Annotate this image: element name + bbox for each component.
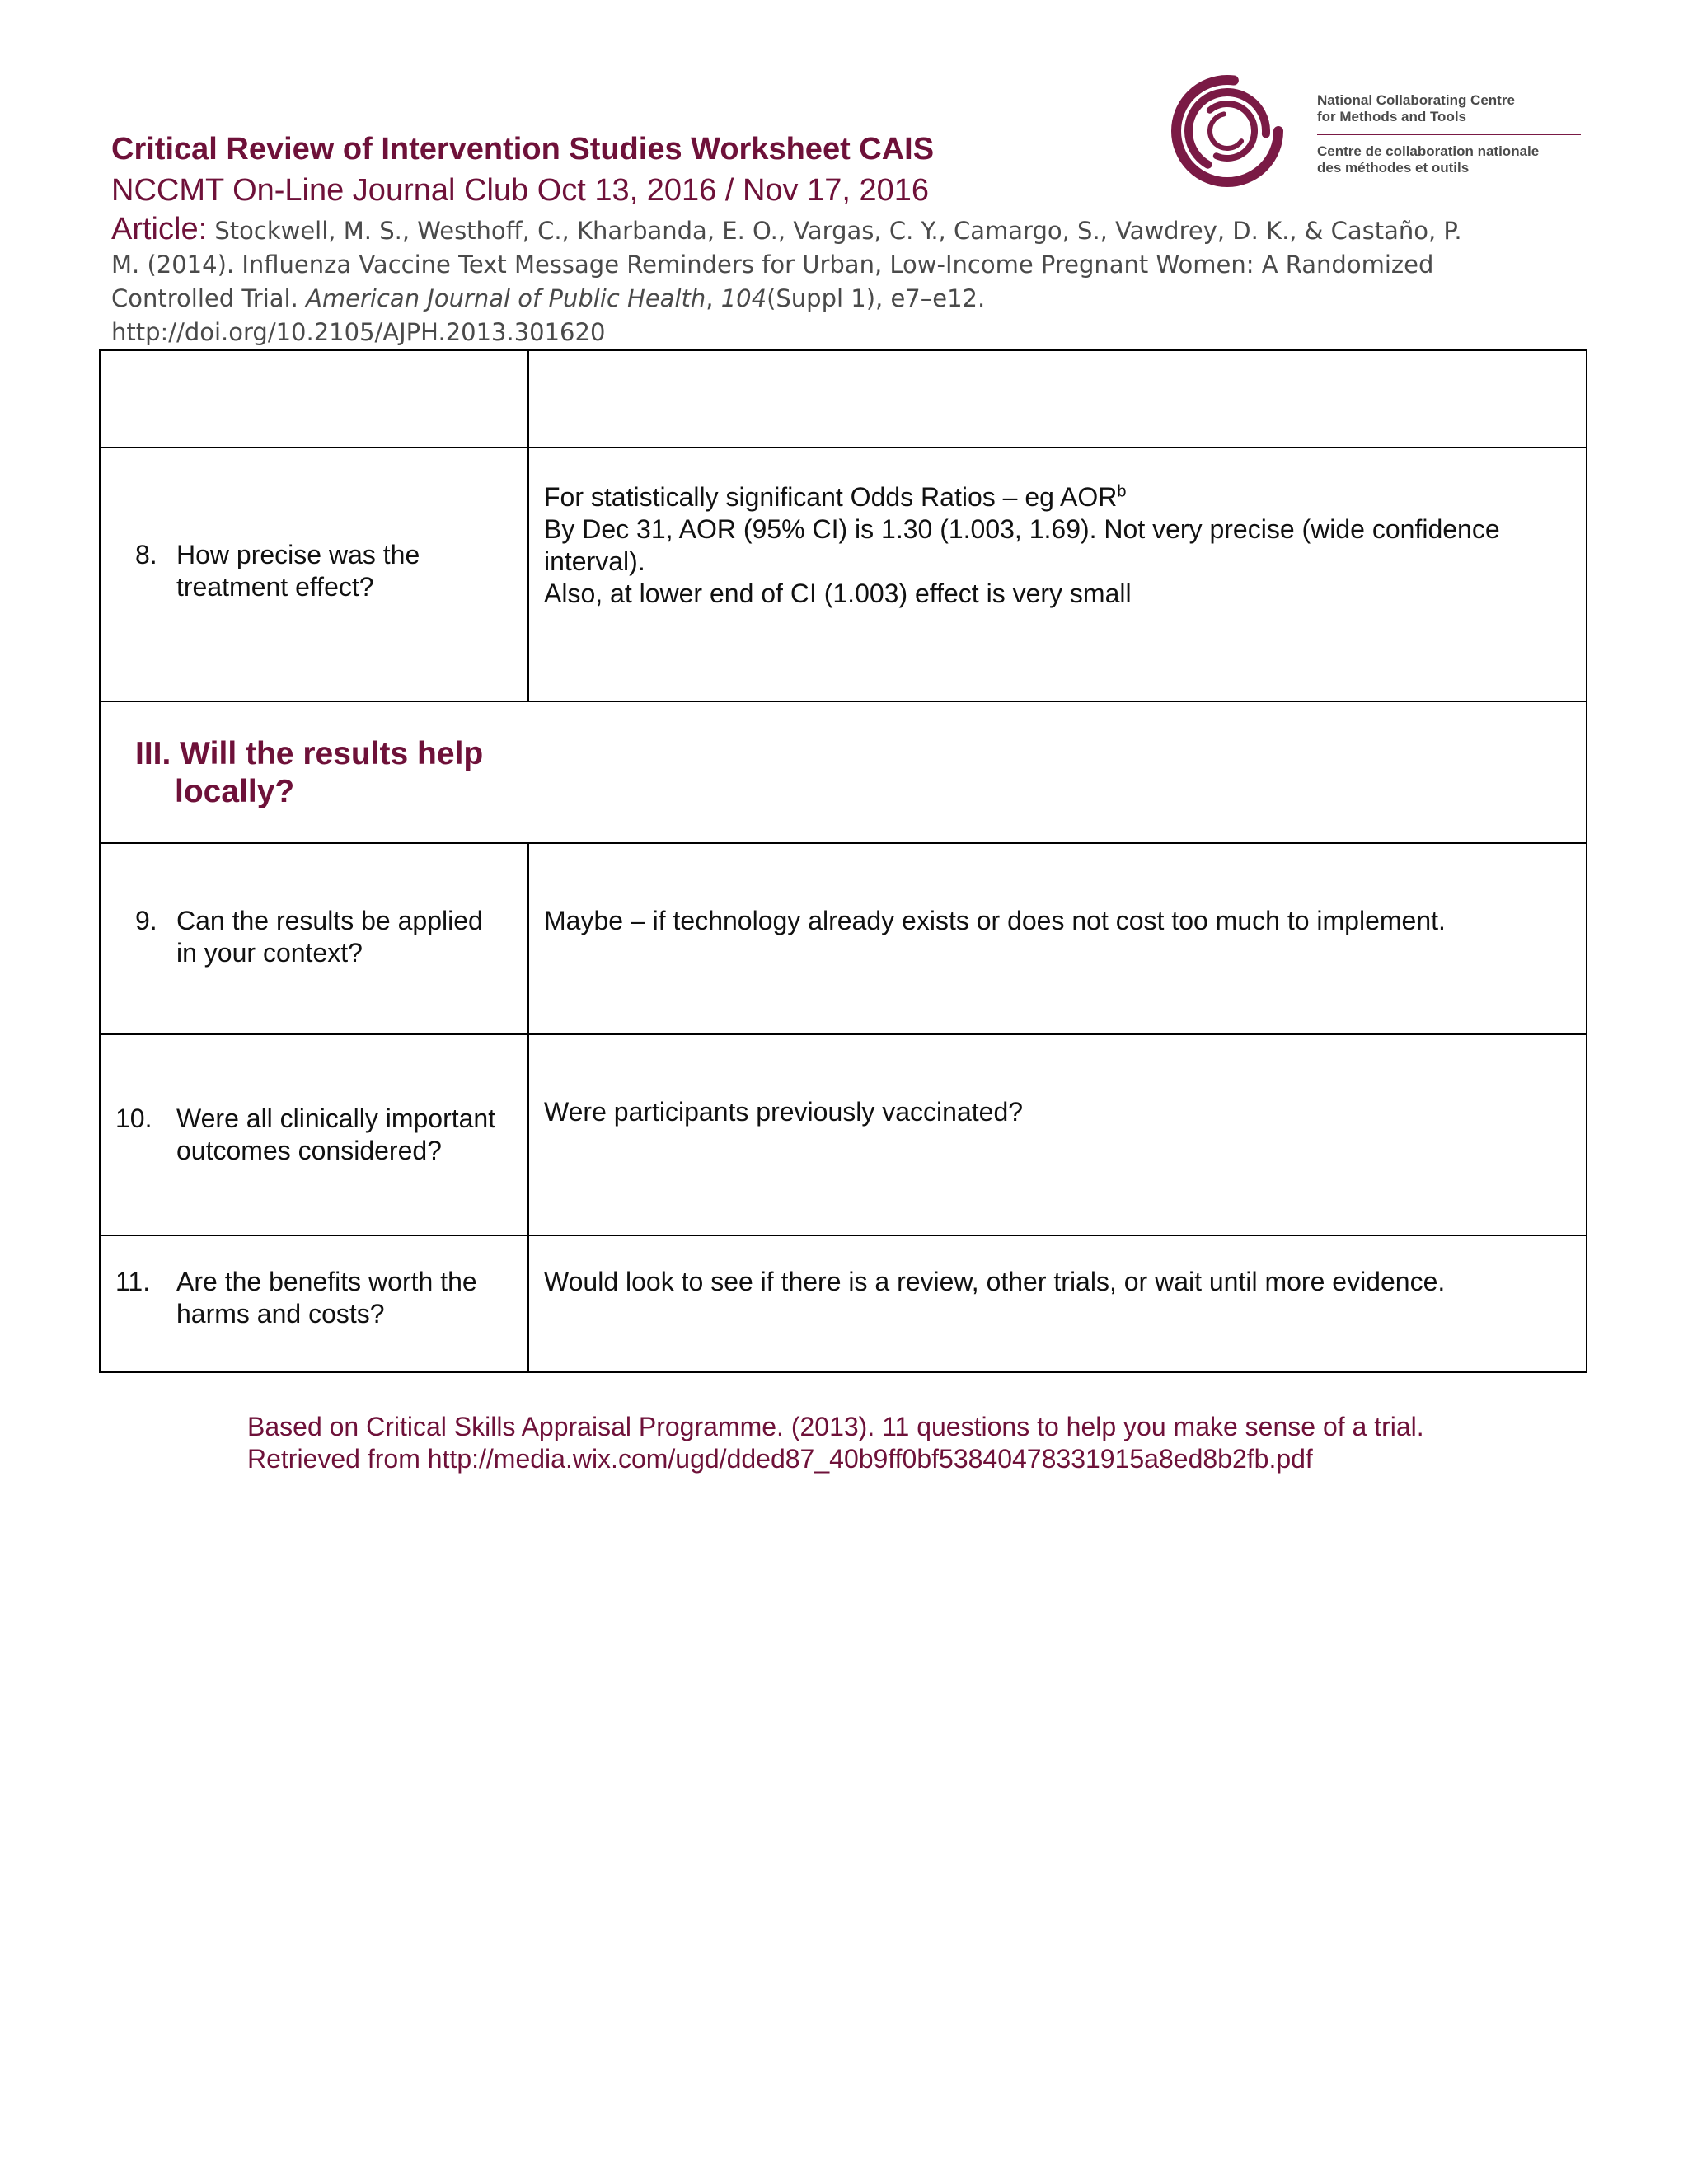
question-text: How precise was the <box>176 540 420 569</box>
table-row-q8 <box>100 448 1587 701</box>
worksheet-title: Critical Review of Intervention Studies Worksheet CAIS <box>111 132 935 166</box>
question-number: 10. <box>115 1104 152 1133</box>
citation-journal: American Journal of Public Health <box>306 284 706 312</box>
answer-q8 <box>529 448 1586 610</box>
question-cell-q10 <box>100 1034 528 1235</box>
question-q11 <box>101 1236 528 1330</box>
section-heading <box>101 702 1586 811</box>
article-label: Article: <box>111 212 208 246</box>
question-q9 <box>101 844 528 969</box>
question-q10 <box>101 1035 528 1167</box>
question-text-cont: harms and costs? <box>176 1299 385 1329</box>
question-text-cont: outcomes considered? <box>176 1136 442 1165</box>
logo-fr-line1: Centre de collaboration nationale <box>1317 143 1540 159</box>
table-row-q9 <box>100 843 1587 1034</box>
question-cell-q11 <box>100 1235 528 1372</box>
answer-cell-q10 <box>528 1034 1587 1235</box>
section-heading-cell <box>100 701 1587 843</box>
answer-line: For statistically significant Odds Ratios – eg AOR <box>544 482 1118 512</box>
answer-line: Also, at lower end of CI (1.003) effect is very small <box>544 579 1132 608</box>
logo-en-line2: for Methods and Tools <box>1317 109 1467 124</box>
section-heading-line2: locally? <box>175 774 295 809</box>
section-heading-line1: III. Will the results help <box>135 736 484 771</box>
question-text: Are the benefits worth the <box>176 1267 477 1296</box>
question-text-cont: treatment effect? <box>176 572 374 602</box>
citation-volume: 104 <box>720 284 767 312</box>
logo-french <box>1317 143 1581 176</box>
logo-wordmark <box>1317 92 1581 176</box>
answer-cell <box>528 350 1587 448</box>
question-number: 11. <box>115 1267 151 1296</box>
question-cell <box>100 350 528 448</box>
answer-cell-q11 <box>528 1235 1587 1372</box>
logo-english <box>1317 92 1581 135</box>
footnote-marker: b <box>1117 482 1127 501</box>
nccmt-logo-icon <box>1169 73 1286 190</box>
table-row-section-3 <box>100 701 1587 843</box>
answer-q9: Maybe – if technology already exists or does not cost too much to implement. <box>544 906 1446 935</box>
question-text: Can the results be applied <box>176 906 483 935</box>
question-number: 8. <box>135 540 157 569</box>
worksheet-table <box>99 349 1587 1373</box>
question-cell-q9 <box>100 843 528 1034</box>
answer-cell-q8 <box>528 448 1587 701</box>
journal-club-subtitle: NCCMT On-Line Journal Club Oct 13, 2016 / Nov 17, 2016 <box>111 173 930 208</box>
logo-fr-line2: des méthodes et outils <box>1317 160 1470 176</box>
article-citation <box>111 213 1463 349</box>
question-q8 <box>101 448 528 603</box>
question-text: Were all clinically important <box>176 1104 496 1133</box>
table-row-empty <box>100 350 1587 448</box>
answer-cell-q9 <box>528 843 1587 1034</box>
citation-authors-title: Stockwell, M. S., Westhoff, C., Kharbanda, E. O., Vargas, C. Y., Camargo, S., Vawdrey, D. K., & Castaño, P. M. (2014). Influenza Vaccine Text Message Reminders for Urban, Low-Income Pregnant Women: A Randomized Controlled Trial. <box>111 217 1462 312</box>
citation-pages-doi: (Suppl 1), e7–e12. http://doi.org/10.2105/AJPH.2013.301620 <box>111 284 986 346</box>
question-text-cont: in your context? <box>176 938 363 968</box>
table-row-q11 <box>100 1235 1587 1372</box>
question-cell-q8 <box>100 448 528 701</box>
answer-line: By Dec 31, AOR (95% CI) is 1.30 (1.003, 1.69). Not very precise (wide confidence interval). <box>544 514 1500 576</box>
logo-en-line1: National Collaborating Centre <box>1317 92 1515 108</box>
table-row-q10 <box>100 1034 1587 1235</box>
answer-q11: Would look to see if there is a review, other trials, or wait until more evidence. <box>544 1267 1446 1296</box>
answer-q10: Were participants previously vaccinated? <box>544 1097 1024 1127</box>
source-note: Based on Critical Skills Appraisal Programme. (2013). 11 questions to help you make sense of a trial. Retrieved from http://media.wix.com/ugd/dded87_40b9ff0bf53840478331915a8ed8b2fb.pdf <box>247 1412 1424 1474</box>
question-number: 9. <box>135 906 157 935</box>
citation-separator: , <box>706 284 721 312</box>
